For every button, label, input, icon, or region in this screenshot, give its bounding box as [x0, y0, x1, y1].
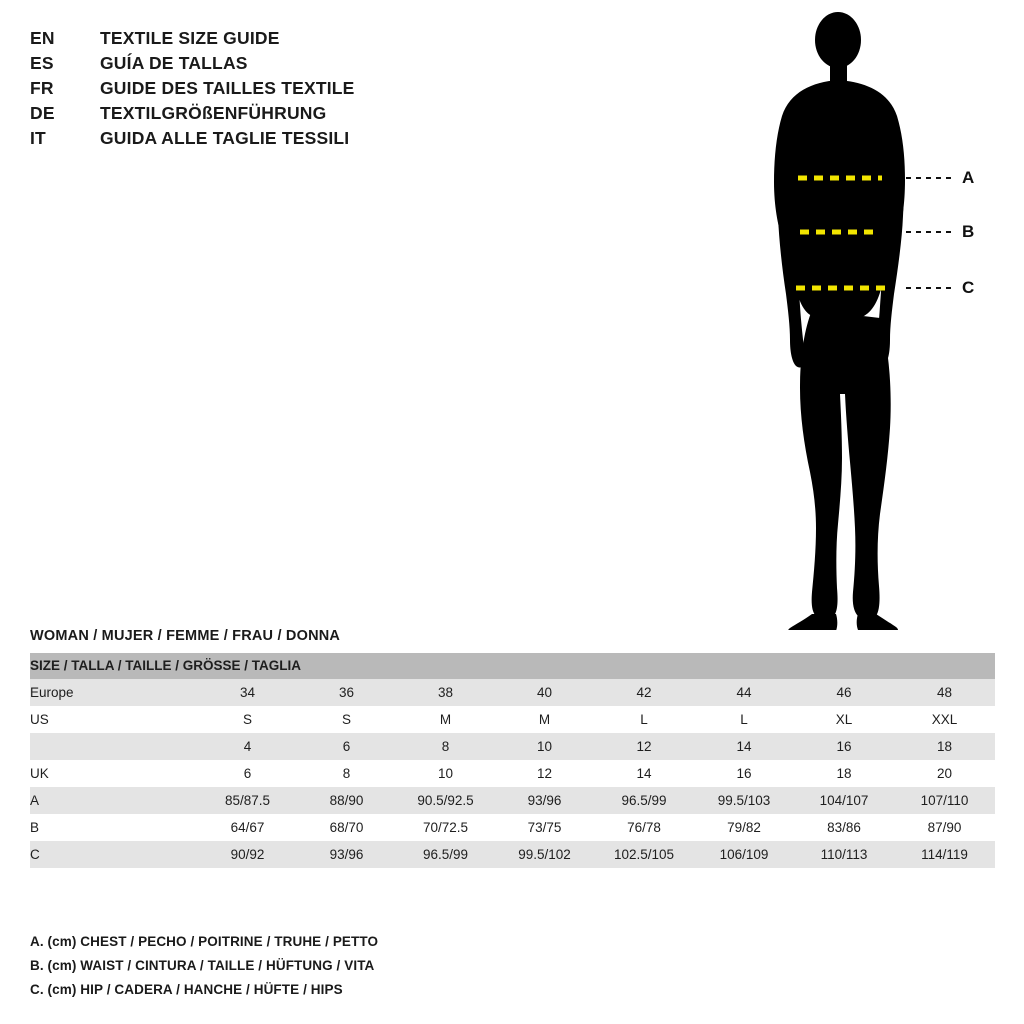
cell: 8: [297, 760, 396, 787]
cell: 20: [894, 760, 995, 787]
cell: 110/113: [794, 841, 894, 868]
table-row: [30, 679, 995, 706]
cell: 70/72.5: [396, 814, 495, 841]
row-label: Europe: [30, 679, 198, 706]
table-row: [30, 814, 995, 841]
cell: S: [198, 706, 297, 733]
cell: L: [594, 706, 694, 733]
title-lang-en: EN: [30, 28, 55, 48]
cell: 107/110: [894, 787, 995, 814]
table-header-row: [30, 653, 995, 679]
cell: M: [495, 706, 594, 733]
cell: 68/70: [297, 814, 396, 841]
cell: S: [297, 706, 396, 733]
footnotes: [30, 930, 378, 1002]
cell: 12: [495, 760, 594, 787]
table-row: [30, 787, 995, 814]
footnote-a: A. (cm) CHEST / PECHO / POITRINE / TRUHE / PETTO: [30, 934, 379, 949]
cell: L: [694, 706, 794, 733]
title-text-de: TEXTILGRÖßENFÜHRUNG: [100, 103, 327, 123]
table-row: [30, 760, 995, 787]
cell: 90.5/92.5: [396, 787, 495, 814]
title-lang-fr: FR: [30, 78, 54, 98]
title-lang-es: ES: [30, 53, 54, 73]
row-label: B: [30, 814, 198, 841]
size-table-section: [30, 628, 995, 868]
cell: 99.5/102: [495, 841, 594, 868]
cell: 106/109: [694, 841, 794, 868]
size-table: [30, 653, 995, 868]
measure-label-a: A: [962, 168, 975, 187]
cell: 10: [495, 733, 594, 760]
cell: 46: [794, 679, 894, 706]
cell: 96.5/99: [594, 787, 694, 814]
cell: 34: [198, 679, 297, 706]
measure-label-b: B: [962, 222, 975, 241]
cell: 114/119: [894, 841, 995, 868]
title-row-es: [30, 53, 490, 78]
cell: 14: [594, 760, 694, 787]
title-block: [30, 28, 490, 153]
cell: 48: [894, 679, 995, 706]
footnote-c: C. (cm) HIP / CADERA / HANCHE / HÜFTE / HIPS: [30, 982, 343, 997]
female-silhouette-icon: [700, 10, 1020, 630]
cell: 79/82: [694, 814, 794, 841]
cell: 6: [297, 733, 396, 760]
cell: 83/86: [794, 814, 894, 841]
table-row: [30, 733, 995, 760]
cell: 42: [594, 679, 694, 706]
row-label: US: [30, 706, 198, 733]
measure-label-c: C: [962, 278, 975, 297]
cell: 96.5/99: [396, 841, 495, 868]
title-text-es: GUÍA DE TALLAS: [100, 53, 248, 73]
cell: 14: [694, 733, 794, 760]
cell: 8: [396, 733, 495, 760]
cell: 4: [198, 733, 297, 760]
row-label: C: [30, 841, 198, 868]
cell: 18: [894, 733, 995, 760]
woman-section-heading: WOMAN / MUJER / FEMME / FRAU / DONNA: [30, 628, 341, 644]
title-text-en: TEXTILE SIZE GUIDE: [100, 28, 280, 48]
cell: 18: [794, 760, 894, 787]
table-row: [30, 706, 995, 733]
cell: 73/75: [495, 814, 594, 841]
cell: 104/107: [794, 787, 894, 814]
cell: 93/96: [297, 841, 396, 868]
title-text-it: GUIDA ALLE TAGLIE TESSILI: [100, 128, 350, 148]
table-header-label: SIZE / TALLA / TAILLE / GRÖSSE / TAGLIA: [30, 653, 995, 679]
title-row-it: [30, 128, 490, 153]
cell: 93/96: [495, 787, 594, 814]
cell: 16: [794, 733, 894, 760]
cell: 12: [594, 733, 694, 760]
title-lang-it: IT: [30, 128, 46, 148]
cell: 10: [396, 760, 495, 787]
cell: 88/90: [297, 787, 396, 814]
cell: M: [396, 706, 495, 733]
cell: 85/87.5: [198, 787, 297, 814]
cell: 90/92: [198, 841, 297, 868]
title-row-en: [30, 28, 490, 53]
cell: 16: [694, 760, 794, 787]
cell: XL: [794, 706, 894, 733]
cell: 64/67: [198, 814, 297, 841]
cell: 87/90: [894, 814, 995, 841]
cell: 76/78: [594, 814, 694, 841]
cell: XXL: [894, 706, 995, 733]
title-lang-de: DE: [30, 103, 55, 123]
row-label: A: [30, 787, 198, 814]
cell: 102.5/105: [594, 841, 694, 868]
cell: 36: [297, 679, 396, 706]
title-row-fr: [30, 78, 490, 103]
cell: 99.5/103: [694, 787, 794, 814]
row-label: [30, 733, 198, 760]
female-figure-diagram: [700, 10, 1020, 630]
cell: 44: [694, 679, 794, 706]
title-row-de: [30, 103, 490, 128]
cell: 40: [495, 679, 594, 706]
row-label: UK: [30, 760, 198, 787]
title-text-fr: GUIDE DES TAILLES TEXTILE: [100, 78, 355, 98]
cell: 38: [396, 679, 495, 706]
cell: 6: [198, 760, 297, 787]
table-row: [30, 841, 995, 868]
footnote-b: B. (cm) WAIST / CINTURA / TAILLE / HÜFTUNG / VITA: [30, 958, 375, 973]
